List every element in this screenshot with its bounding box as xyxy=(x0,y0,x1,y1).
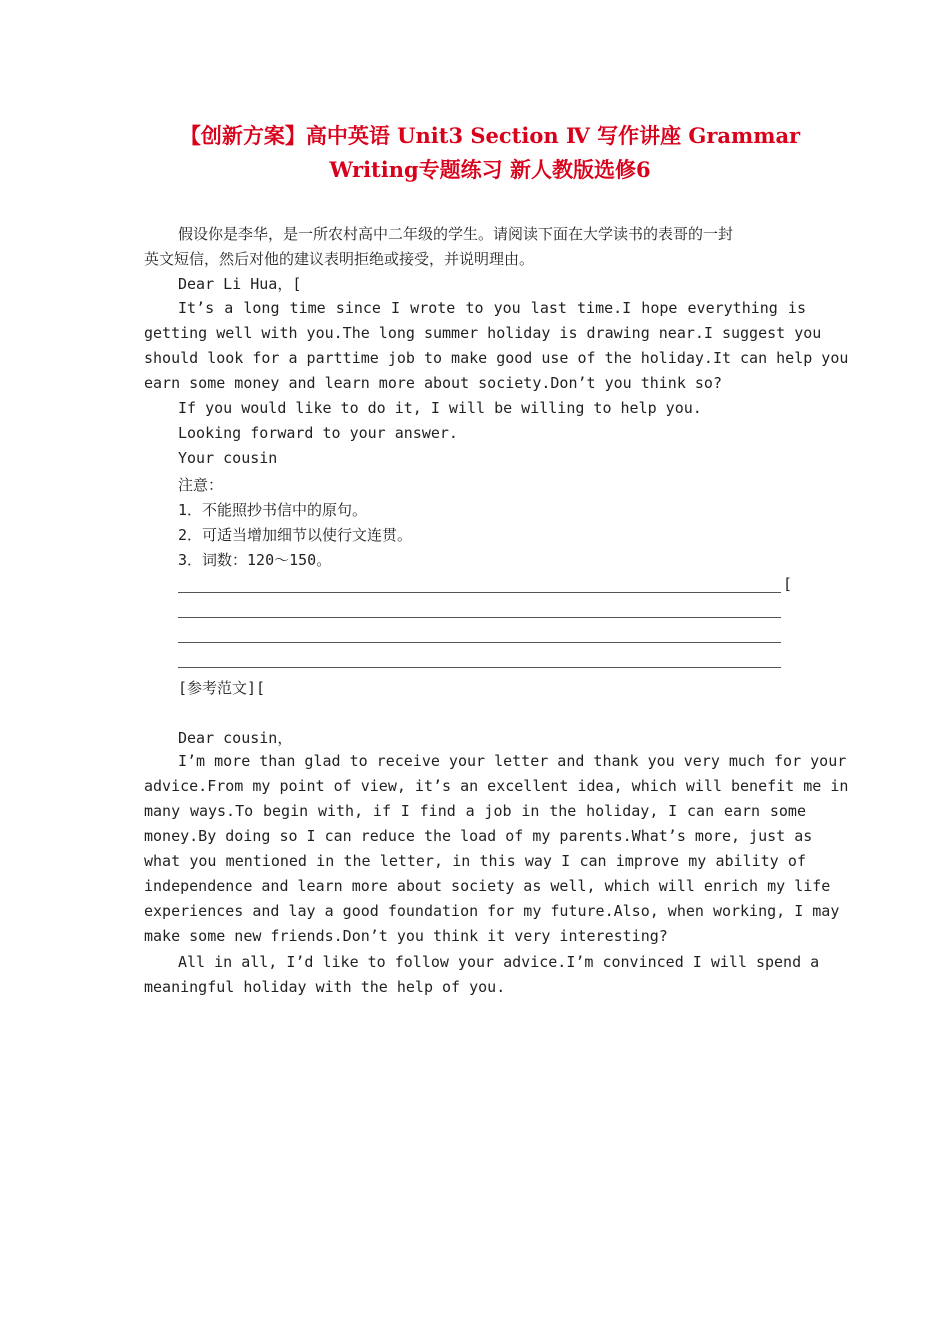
reference-greeting: Dear cousin， xyxy=(178,729,293,747)
letter-signature: Your cousin xyxy=(178,449,278,467)
reference-line: meaningful holiday with the help of you. xyxy=(144,978,506,996)
prompt-line-1: 假设你是李华，是一所农村高中二年级的学生。请阅读下面在大学读书的表哥的一封 xyxy=(178,225,734,243)
answer-line xyxy=(178,617,781,618)
letter-paragraph-2: If you would like to do it, I will be willing to help you. xyxy=(178,399,702,417)
letter-greeting: Dear Li Hua，[ xyxy=(178,275,302,293)
answer-line xyxy=(178,592,781,593)
answer-bracket: [ xyxy=(783,575,793,593)
notes-heading: 注意： xyxy=(178,476,224,494)
notes-item: 3．词数：120～150。 xyxy=(178,551,332,569)
reference-line: many ways.To begin with, if I find a job in the holiday, I can earn some xyxy=(144,802,806,820)
letter-line: It’s a long time since I wrote to you last time.I hope everything is xyxy=(178,299,806,317)
answer-line xyxy=(178,642,781,643)
reference-line: make some new friends.Don’t you think it very interesting? xyxy=(144,927,668,945)
reference-line: I’m more than glad to receive your letter and thank you very much for your xyxy=(178,752,847,770)
document-title-line-1: 【创新方案】高中英语 Unit3 Section Ⅳ 写作讲座 Grammar xyxy=(179,123,801,148)
letter-closing: Looking forward to your answer. xyxy=(178,424,458,442)
letter-line: getting well with you.The long summer holiday is drawing near.I suggest you xyxy=(144,324,822,342)
reference-line: experiences and lay a good foundation for my future.Also, when working, I may xyxy=(144,902,840,920)
document-title-line-2: Writing专题练习 新人教版选修6 xyxy=(329,157,651,182)
reference-heading: [参考范文][ xyxy=(178,679,266,697)
reference-line: All in all, I’d like to follow your advice.I’m convinced I will spend a xyxy=(178,953,820,971)
notes-item: 1．不能照抄书信中的原句。 xyxy=(178,501,368,519)
prompt-line-2: 英文短信，然后对他的建议表明拒绝或接受，并说明理由。 xyxy=(144,250,535,268)
letter-line: should look for a parttime job to make good use of the holiday.It can help you xyxy=(144,349,849,367)
reference-line: independence and learn more about society as well, which will enrich my life xyxy=(144,877,831,895)
reference-line: money.By doing so I can reduce the load of my parents.What’s more, just as xyxy=(144,827,813,845)
notes-item: 2．可适当增加细节以使行文连贯。 xyxy=(178,526,413,544)
reference-line: what you mentioned in the letter, in this way I can improve my ability of xyxy=(144,852,806,870)
answer-line xyxy=(178,667,781,668)
reference-line: advice.From my point of view, it’s an excellent idea, which will benefit me in xyxy=(144,777,849,795)
letter-line: earn some money and learn more about society.Don’t you think so? xyxy=(144,374,722,392)
